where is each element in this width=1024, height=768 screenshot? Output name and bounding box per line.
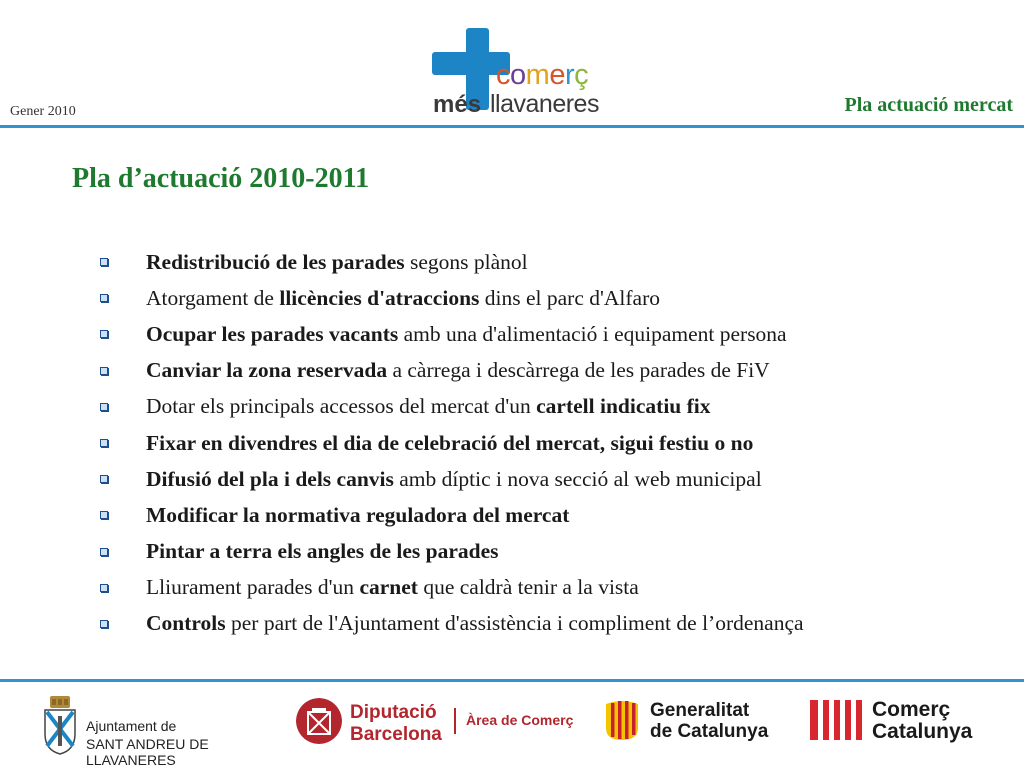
square-bullet-icon <box>100 620 108 628</box>
sponsor-logos <box>0 684 1024 768</box>
diputacio-logo <box>296 696 596 756</box>
generalitat-emblem-icon <box>604 700 640 740</box>
list-item-text: Fixar en divendres el dia de celebració del mercat, sigui festiu o no <box>146 430 754 455</box>
list-item <box>100 280 804 316</box>
logo-comerc-text <box>496 60 588 90</box>
logo-comerc-letter: ç <box>574 59 589 91</box>
list-item-text: Lliurament parades d'un carnet que caldrà tenir a la vista <box>146 575 639 600</box>
mes-comerc-llavaneres-logo <box>430 22 600 122</box>
list-item <box>100 389 804 425</box>
header-divider <box>0 125 1024 128</box>
comerc-catalunya-logo <box>810 696 1010 756</box>
list-item <box>100 353 804 389</box>
diputacio-line1: Diputació <box>350 702 437 723</box>
square-bullet-icon <box>100 367 108 375</box>
square-bullet-icon <box>100 439 108 447</box>
list-item <box>100 244 804 280</box>
list-item-text: Redistribució de les parades segons plànol <box>146 249 528 274</box>
ajuntament-logo <box>40 692 290 768</box>
square-bullet-icon <box>100 475 108 483</box>
square-bullet-icon <box>100 584 108 592</box>
logo-comerc-letter: r <box>564 59 575 91</box>
generalitat-line2: de Catalunya <box>650 721 769 742</box>
diputacio-line2: Barcelona <box>350 724 442 745</box>
logo-llavaneres-text: llavaneres <box>490 90 599 118</box>
diputacio-separator <box>454 708 456 734</box>
list-item-text: Canviar la zona reservada a càrrega i descàrrega de les parades de FiV <box>146 358 770 383</box>
list-item <box>100 570 804 606</box>
generalitat-logo <box>604 696 794 756</box>
list-item-text: Difusió del pla i dels canvis amb díptic i nova secció al web municipal <box>146 466 762 491</box>
square-bullet-icon <box>100 258 108 266</box>
logo-comerc-letter: e <box>549 59 565 91</box>
list-item <box>100 316 804 352</box>
comerc-catalunya-line1: Comerç <box>872 698 951 721</box>
logo-comerc-letter: o <box>510 59 526 91</box>
list-item-text: Dotar els principals accessos del mercat d'un cartell indicatiu fix <box>146 394 711 419</box>
action-plan-list <box>100 244 804 642</box>
header-date: Gener 2010 <box>10 104 76 119</box>
logo-comerc-letter: m <box>525 59 550 91</box>
municipal-crest-icon <box>42 696 78 756</box>
list-item-text: Ocupar les parades vacants amb una d'alimentació i equipament persona <box>146 321 787 346</box>
footer-divider <box>0 679 1024 682</box>
logo-comerc-letter: c <box>496 59 510 91</box>
diputacio-emblem-icon <box>296 698 342 744</box>
page-title: Pla d’actuació 2010-2011 <box>72 163 370 194</box>
list-item-text: Atorgament de llicències d'atraccions dins el parc d'Alfaro <box>146 285 660 310</box>
list-item <box>100 461 804 497</box>
list-item-text: Modificar la normativa reguladora del mercat <box>146 502 570 527</box>
list-item-text: Pintar a terra els angles de les parades <box>146 539 499 564</box>
list-item <box>100 497 804 533</box>
list-item <box>100 606 804 642</box>
comerc-catalunya-line2: Catalunya <box>872 720 973 743</box>
ajuntament-line1: Ajuntament de <box>86 718 177 734</box>
generalitat-line1: Generalitat <box>650 700 750 721</box>
square-bullet-icon <box>100 403 108 411</box>
list-item-text: Controls per part de l'Ajuntament d'assistència i compliment de l’ordenança <box>146 611 804 636</box>
comerc-catalunya-bars-icon <box>810 700 862 740</box>
square-bullet-icon <box>100 330 108 338</box>
section-title: Pla actuació mercat <box>844 94 1013 116</box>
square-bullet-icon <box>100 548 108 556</box>
logo-mes-text: més <box>433 91 482 118</box>
square-bullet-icon <box>100 294 108 302</box>
list-item <box>100 534 804 570</box>
ajuntament-line2: SANT ANDREU DE LLAVANERES <box>86 736 209 768</box>
diputacio-area: Àrea de Comerç <box>466 712 574 728</box>
list-item <box>100 425 804 461</box>
square-bullet-icon <box>100 511 108 519</box>
